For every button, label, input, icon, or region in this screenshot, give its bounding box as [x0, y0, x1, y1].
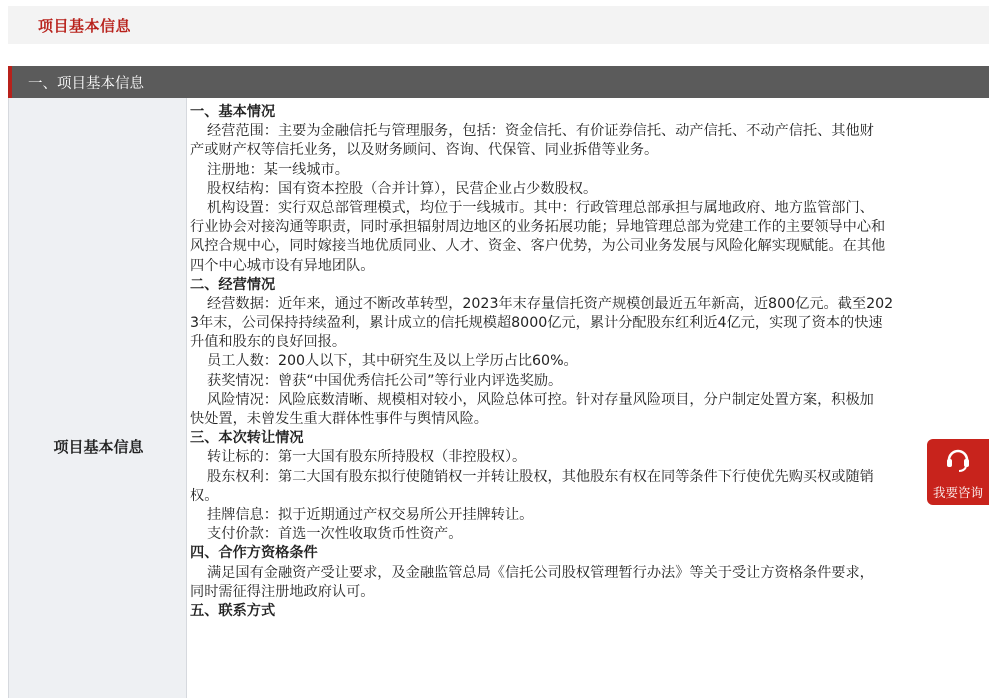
content-line: 升值和股东的良好回报。 — [190, 334, 347, 351]
section-heading: 三、本次转让情况 — [190, 430, 304, 447]
content-line: 员工人数：200人以下，其中研究生及以上学历占比60%。 — [207, 353, 578, 370]
content-line: 经营范围：主要为金融信托与管理服务，包括：资金信托、有价证券信托、动产信托、不动产信托、其他财 — [207, 123, 874, 140]
row-label: 项目基本信息 — [53, 438, 144, 456]
content-line: 转让标的：第一大国有股东所持股权（非控股权）。 — [207, 449, 527, 466]
content-line: 股东权利：第二大国有股东拟行使随销权一并转让股权，其他股东有权在同等条件下行使优先购买权或随销 — [207, 468, 874, 485]
section-title: 一、项目基本信息 — [28, 76, 144, 92]
section-heading: 四、合作方资格条件 — [190, 545, 318, 562]
content-line: 快处置，未曾发生重大群体性事件与舆情风险。 — [190, 411, 488, 427]
headset-icon — [944, 445, 972, 473]
info-table-label-cell — [8, 98, 187, 698]
section-heading: 一、基本情况 — [190, 104, 276, 120]
content-line: 风控合规中心，同时嫁接当地优质同业、人才、资金、客户优势，为公司业务发展与风险化解实现赋能。在其他 — [190, 238, 886, 255]
content-line: 同时需征得注册地政府认可。 — [190, 583, 375, 600]
section-header — [8, 66, 989, 98]
content-line: 获奖情况：曾获“中国优秀信托公司”等行业内评选奖励。 — [207, 372, 563, 389]
content-line: 股权结构：国有资本控股（合并计算），民营企业占少数股权。 — [207, 180, 598, 197]
content-line: 四个中心城市设有异地团队。 — [190, 257, 375, 274]
content-line: 挂牌信息：拟于近期通过产权交易所公开挂牌转让。 — [207, 506, 534, 523]
content-line: 注册地：某一线城市。 — [207, 161, 349, 178]
content-line: 3年末，公司保持持续盈利，累计成立的信托规模超8000亿元，累计分配股东红利近4亿元，实现了资本的快速 — [190, 315, 883, 332]
page-title: 项目基本信息 — [38, 17, 132, 35]
section-heading: 二、经营情况 — [190, 276, 276, 293]
consult-button[interactable] — [927, 439, 989, 505]
content-line: 产或财产权等信托业务，以及财务顾问、咨询、代保管、同业拆借等业务。 — [190, 142, 659, 159]
consult-label: 我要咨询 — [932, 485, 983, 500]
content-line: 行业协会对接沟通等职责，同时承担辐射周边地区的业务拓展功能；异地管理总部为党建工作的主要领导中心和 — [190, 219, 886, 236]
content-line: 机构设置：实行双总部管理模式，均位于一线城市。其中：行政管理总部承担与属地政府、地方监管部门、 — [207, 199, 874, 216]
content-line: 权。 — [190, 487, 219, 504]
content-line: 支付价款：首选一次性收取货币性资产。 — [207, 526, 463, 543]
content-line: 风险情况：风险底数清晰、规模相对较小，风险总体可控。针对存量风险项目，分户制定处置方案，积极加 — [207, 391, 874, 408]
content-line: 经营数据：近年来，通过不断改革转型，2023年末存量信托资产规模创最近五年新高，近800亿元。截至202 — [207, 295, 894, 312]
info-content — [190, 103, 989, 621]
section-heading: 五、联系方式 — [190, 602, 276, 619]
content-line: 满足国有金融资产受让要求，及金融监管总局《信托公司股权管理暂行办法》等关于受让方资格条件要求， — [207, 564, 874, 581]
page-title-bar — [8, 6, 989, 44]
